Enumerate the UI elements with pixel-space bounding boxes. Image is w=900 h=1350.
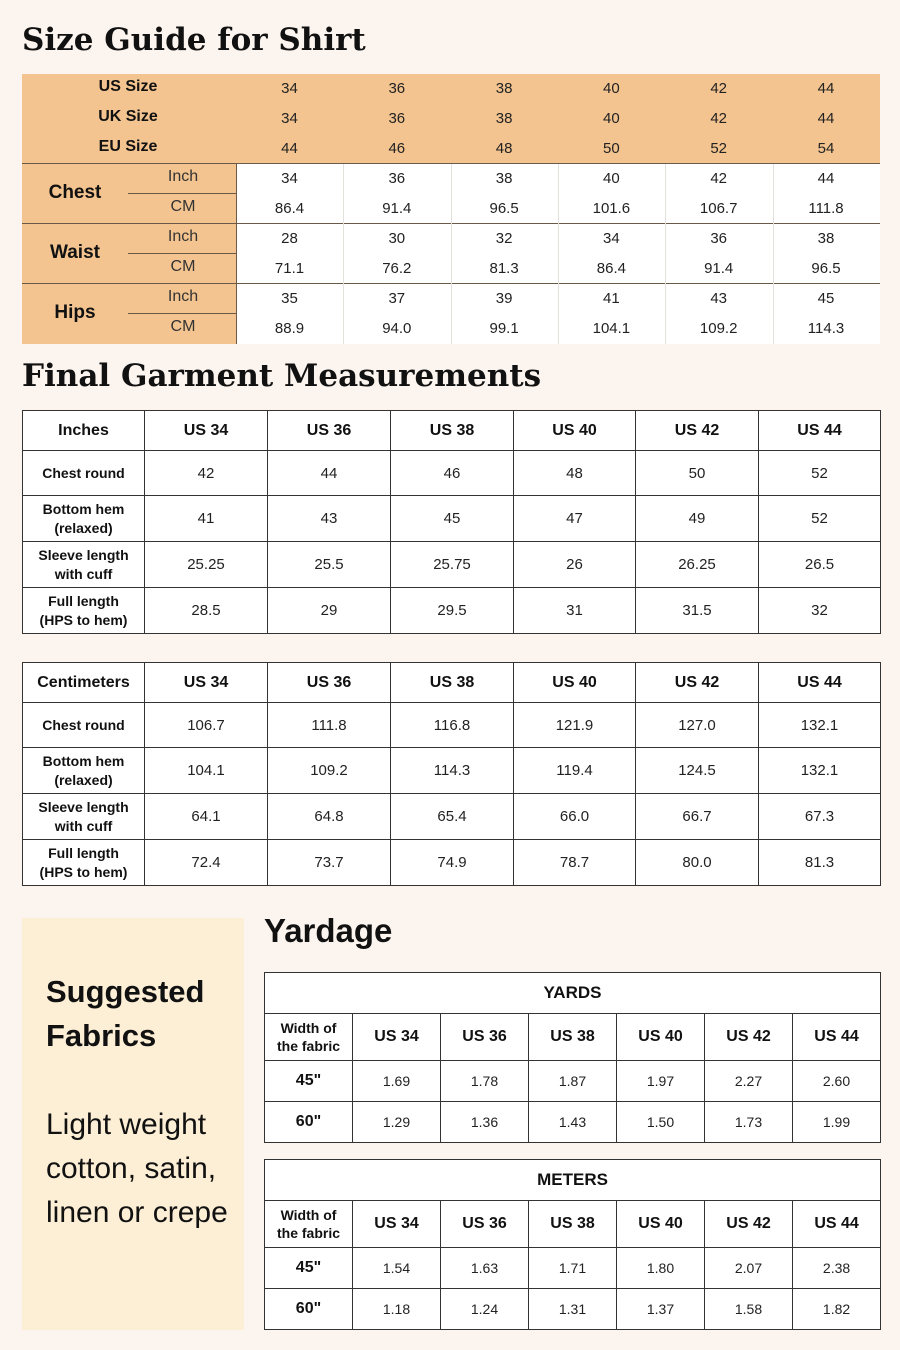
size-value: 34 [281,110,298,127]
divider-line [665,164,666,344]
table-row [23,588,881,634]
table-cell: 66.7 [636,794,759,840]
caption-row [265,1160,881,1201]
table-row [23,542,881,588]
table-row [23,748,881,794]
row-header [23,703,145,748]
size-value: 52 [710,140,728,157]
column-header: US 44 [793,1014,881,1061]
table-cell: 1.36 [441,1102,529,1143]
divider-line [128,253,236,254]
row-header-line: Full length [48,844,119,861]
measure-value: 38 [495,170,513,187]
measure-value: 71.1 [274,260,305,277]
measure-value: 106.7 [699,200,738,217]
table-row [23,840,881,886]
yardage-yards-table [264,972,881,1143]
column-header: US 36 [441,1201,529,1248]
table-cell: 29.5 [391,588,514,634]
size-value: 36 [388,80,406,97]
measure-value: 32 [495,230,513,247]
table-cell: 111.8 [268,703,391,748]
table-cell: 52 [759,496,881,542]
table-cell: 64.1 [145,794,268,840]
size-row-label: UK Size [98,108,158,125]
table-cell: 26 [514,542,636,588]
divider-line [128,193,236,194]
table-cell: 1.99 [793,1102,881,1143]
column-header: US 36 [268,663,391,703]
size-value: 34 [281,80,298,97]
corner-line: the fabric [276,1225,340,1241]
table-row [265,1102,881,1143]
size-value: 54 [817,140,835,157]
table-caption: YARDS [265,973,881,1014]
table-cell: 49 [636,496,759,542]
size-value: 42 [710,110,728,127]
table-cell: 2.38 [793,1248,881,1289]
row-header [23,496,145,542]
column-header: US 34 [145,663,268,703]
measure-value: 30 [388,230,406,247]
table-cell: 80.0 [636,840,759,886]
unit-label: Inch [167,288,199,305]
table-cell: 1.63 [441,1248,529,1289]
size-value: 38 [495,110,513,127]
table-row [23,794,881,840]
column-header: US 40 [617,1201,705,1248]
final-garment-title: Final Garment Measurements [22,358,542,394]
table-cell: 1.80 [617,1248,705,1289]
header-row [265,1014,881,1061]
measure-value: 91.4 [382,200,412,217]
size-value: 36 [388,110,406,127]
table-cell: 25.25 [145,542,268,588]
column-header: US 38 [529,1014,617,1061]
column-header: US 34 [353,1201,441,1248]
table-cell: 81.3 [759,840,881,886]
row-header-line: (relaxed) [54,519,113,536]
suggested-fabrics-panel [22,918,244,1330]
table-cell: 45 [391,496,514,542]
row-header-line: Sleeve length [38,546,129,563]
measure-value: 35 [281,290,298,307]
measure-value: 36 [388,170,406,187]
table-cell: 43 [268,496,391,542]
table-cell: 64.8 [268,794,391,840]
row-header [23,588,145,634]
table-cell: 124.5 [636,748,759,794]
table-cell: 29 [268,588,391,634]
table-cell: 1.29 [353,1102,441,1143]
table-cell: 1.18 [353,1289,441,1330]
row-header-line: (HPS to hem) [39,863,128,880]
measure-value: 76.2 [382,260,412,277]
table-cell: 26.5 [759,542,881,588]
table-row [23,703,881,748]
table-cell: 73.7 [268,840,391,886]
table-row [23,496,881,542]
table-cell: 1.78 [441,1061,529,1102]
row-header: 60" [265,1102,353,1143]
row-header [23,748,145,794]
table-cell: 116.8 [391,703,514,748]
table-cell: 1.24 [441,1289,529,1330]
table-cell: 2.27 [705,1061,793,1102]
size-value: 40 [603,110,620,127]
measure-value: 34 [603,230,620,247]
column-header: US 38 [529,1201,617,1248]
measure-value: 44 [817,170,835,187]
suggested-fabrics-text: Light weight cotton, satin, linen or crepe [46,1108,228,1229]
row-header-line: (HPS to hem) [39,611,128,628]
table-cell: 25.5 [268,542,391,588]
table-cell: 74.9 [391,840,514,886]
column-header: US 42 [705,1014,793,1061]
table-cell: 66.0 [514,794,636,840]
row-header-line: with cuff [54,565,113,582]
measure-value: 104.1 [592,320,631,337]
size-value: 44 [817,110,835,127]
row-header-line: Chest round [42,464,125,481]
column-header: US 42 [636,663,759,703]
column-header: US 40 [514,411,636,451]
table-cell: 48 [514,451,636,496]
table-cell: 104.1 [145,748,268,794]
table-cell: 47 [514,496,636,542]
size-value: 46 [388,140,406,157]
measure-value: 114.3 [807,320,845,337]
row-header [23,840,145,886]
table-row [265,1248,881,1289]
size-value: 48 [495,140,513,157]
table-cell: 44 [268,451,391,496]
divider-line [773,164,774,344]
divider-line [558,164,559,344]
measure-value: 91.4 [704,260,734,277]
row-header-line: (relaxed) [54,771,113,788]
table-cell: 114.3 [391,748,514,794]
table-cell: 67.3 [759,794,881,840]
table-cell: 132.1 [759,703,881,748]
divider-line [236,164,237,344]
table-cell: 65.4 [391,794,514,840]
measure-value: 28 [281,230,298,247]
row-header: 60" [265,1289,353,1330]
unit-label: CM [170,258,196,275]
size-row-label: US Size [98,78,158,95]
table-cell: 1.43 [529,1102,617,1143]
table-cell: 132.1 [759,748,881,794]
table-cell: 1.50 [617,1102,705,1143]
unit-label: CM [170,198,196,215]
measure-value: 96.5 [489,200,519,217]
row-header-line: Chest round [42,716,125,733]
table-cell: 28.5 [145,588,268,634]
table-caption: METERS [265,1160,881,1201]
table-cell: 32 [759,588,881,634]
table-cell: 72.4 [145,840,268,886]
table-cell: 2.60 [793,1061,881,1102]
measure-value: 86.4 [596,260,626,277]
table-cell: 1.31 [529,1289,617,1330]
measure-group-label: Chest [48,182,102,203]
unit-label: CM [170,318,196,335]
table-cell: 106.7 [145,703,268,748]
table-cell: 1.97 [617,1061,705,1102]
measure-value: 42 [710,170,728,187]
table-cell: 1.87 [529,1061,617,1102]
divider-line [128,313,236,314]
divider-line [451,164,452,344]
row-header: 45" [265,1248,353,1289]
table-cell: 1.71 [529,1248,617,1289]
table-cell: 46 [391,451,514,496]
row-header [23,794,145,840]
yardage-meters-table [264,1159,881,1330]
table-corner-label: Inches [23,411,145,451]
table-cell: 26.25 [636,542,759,588]
column-header: US 44 [793,1201,881,1248]
table-cell: 1.69 [353,1061,441,1102]
row-header-line: Full length [48,592,119,609]
corner-line: the fabric [276,1038,340,1054]
measure-value: 38 [817,230,835,247]
measure-value: 34 [281,170,298,187]
measure-value: 45 [817,290,835,307]
measure-value: 109.2 [699,320,738,337]
measure-value: 43 [710,290,728,307]
table-row [265,1061,881,1102]
column-header: US 42 [636,411,759,451]
column-header: US 44 [759,663,881,703]
table-cell: 109.2 [268,748,391,794]
table-cell: 1.54 [353,1248,441,1289]
suggested-fabrics-title: Suggested Fabrics [46,974,205,1053]
measure-group-label: Waist [50,242,100,263]
row-header: 45" [265,1061,353,1102]
column-header: US 34 [145,411,268,451]
corner-line: Width of [280,1020,337,1036]
measure-group-label: Hips [54,302,96,323]
table-cell: 127.0 [636,703,759,748]
final-garment-cm-table [22,662,881,886]
row-header-line: with cuff [54,817,113,834]
measure-value: 111.8 [808,200,844,217]
table-row [23,451,881,496]
table-cell: 42 [145,451,268,496]
column-header: US 36 [441,1014,529,1061]
table-cell: 41 [145,496,268,542]
table-cell: 121.9 [514,703,636,748]
size-guide-title: Size Guide for Shirt [22,22,366,58]
table-cell: 1.73 [705,1102,793,1143]
column-header: US 36 [268,411,391,451]
size-row-label: EU Size [98,138,158,155]
column-header: US 42 [705,1201,793,1248]
yardage-title: Yardage [264,912,393,949]
size-value: 50 [603,140,620,157]
size-value: 40 [603,80,620,97]
caption-row [265,973,881,1014]
measure-value: 36 [710,230,728,247]
table-corner-label: Centimeters [23,663,145,703]
row-header [23,451,145,496]
table-cell: 52 [759,451,881,496]
column-header: US 44 [759,411,881,451]
header-row [265,1201,881,1248]
measure-value: 39 [495,290,513,307]
size-value: 44 [817,80,835,97]
column-header: US 34 [353,1014,441,1061]
row-header [23,542,145,588]
row-header-line: Bottom hem [42,500,125,517]
table-cell: 50 [636,451,759,496]
table-row [265,1289,881,1330]
measure-value: 94.0 [382,320,412,337]
table-corner-label [265,1201,353,1248]
table-cell: 31 [514,588,636,634]
divider-line [343,164,344,344]
size-value: 44 [281,140,298,157]
final-garment-inches-table [22,410,881,634]
measure-value: 40 [603,170,620,187]
column-header: US 40 [617,1014,705,1061]
column-header: US 38 [391,411,514,451]
table-cell: 119.4 [514,748,636,794]
table-cell: 31.5 [636,588,759,634]
table-cell: 2.07 [705,1248,793,1289]
measure-value: 81.3 [489,260,519,277]
table-cell: 1.58 [705,1289,793,1330]
unit-label: Inch [167,228,199,245]
size-value: 38 [495,80,513,97]
table-corner-label [265,1014,353,1061]
row-header-line: Bottom hem [42,752,125,769]
column-header: US 38 [391,663,514,703]
size-guide-table [22,74,880,344]
measure-value: 86.4 [274,200,305,217]
corner-line: Width of [280,1207,337,1223]
measure-value: 37 [388,290,406,307]
measure-value: 41 [603,290,620,307]
header-row [23,663,881,703]
table-cell: 25.75 [391,542,514,588]
measure-value: 96.5 [811,260,841,277]
header-row [23,411,881,451]
table-cell: 78.7 [514,840,636,886]
column-header: US 40 [514,663,636,703]
table-cell: 1.82 [793,1289,881,1330]
size-value: 42 [710,80,728,97]
table-cell: 1.37 [617,1289,705,1330]
row-header-line: Sleeve length [38,798,129,815]
measure-value: 99.1 [489,320,519,337]
measure-value: 88.9 [274,320,305,337]
unit-label: Inch [167,168,199,185]
measure-value: 101.6 [592,200,631,217]
